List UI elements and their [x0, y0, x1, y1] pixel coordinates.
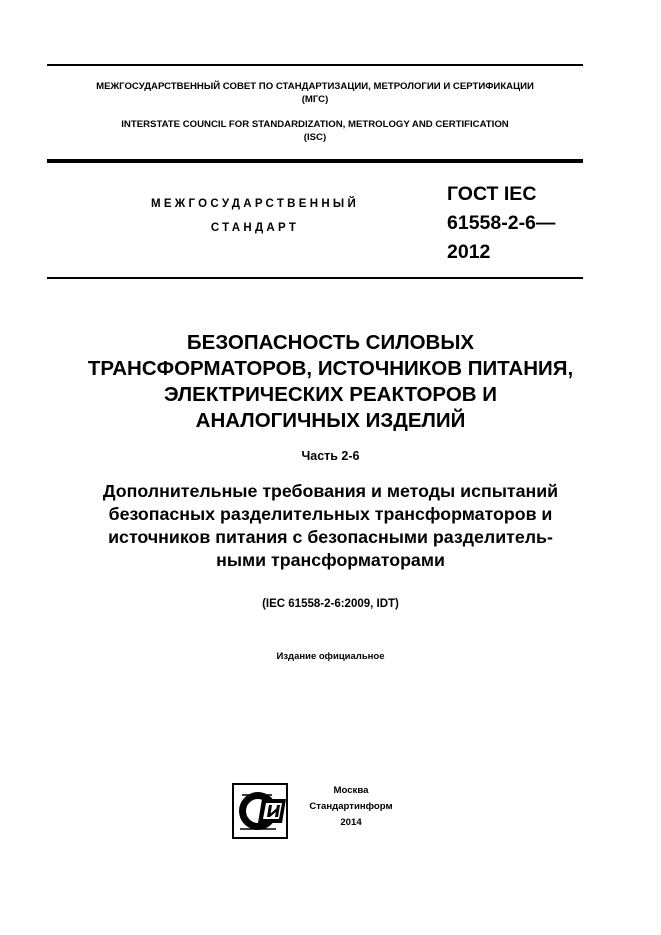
standard-number-line1: ГОСТ IEC — [447, 183, 537, 205]
standard-rule — [47, 277, 583, 279]
council-abbr-ru: (МГС) — [301, 94, 329, 105]
standard-label-line2: СТАНДАРТ — [210, 222, 300, 234]
standard-label-line1: МЕЖГОСУДАРСТВЕННЫЙ — [150, 198, 360, 210]
council-block — [47, 80, 583, 144]
title-line: ТРАНСФОРМАТОРОВ, ИСТОЧНИКОВ ПИТАНИЯ, — [87, 357, 574, 380]
publication-year: 2014 — [340, 817, 362, 828]
publisher-city: Москва — [333, 785, 369, 796]
subtitle-line: источников питания с безопасными разделитель- — [108, 527, 553, 547]
document-subtitle — [20, 480, 641, 572]
standartinform-logo-icon — [232, 783, 288, 839]
council-abbr-en: (ISC) — [303, 132, 327, 143]
standard-number-line2: 61558-2-6— — [447, 212, 556, 234]
council-name-ru: МЕЖГОСУДАРСТВЕННЫЙ СОВЕТ ПО СТАНДАРТИЗАЦИИ, МЕТРОЛОГИИ И СЕРТИФИКАЦИИ — [96, 81, 534, 92]
part-number: Часть 2-6 — [301, 449, 360, 463]
title-line: БЕЗОПАСНОСТЬ СИЛОВЫХ — [186, 331, 475, 354]
council-name-en: INTERSTATE COUNCIL FOR STANDARDIZATION, METROLOGY AND CERTIFICATION — [121, 119, 509, 130]
iec-reference: (IEC 61558-2-6:2009, IDT) — [262, 598, 399, 610]
header-rule — [47, 159, 583, 163]
subtitle-line: ными трансформаторами — [216, 550, 445, 570]
top-rule — [47, 64, 583, 66]
subtitle-line: Дополнительные требования и методы испытаний — [102, 481, 559, 501]
standard-number-line3: 2012 — [447, 241, 491, 263]
title-line: АНАЛОГИЧНЫХ ИЗДЕЛИЙ — [195, 409, 466, 432]
title-line: ЭЛЕКТРИЧЕСКИХ РЕАКТОРОВ И — [163, 383, 498, 406]
official-edition: Издание официальное — [276, 651, 385, 662]
document-title — [20, 330, 641, 434]
publisher-name: Стандартинформ — [309, 801, 393, 812]
subtitle-line: безопасных разделительных трансформаторов и — [108, 504, 553, 524]
publisher-block — [296, 783, 406, 831]
